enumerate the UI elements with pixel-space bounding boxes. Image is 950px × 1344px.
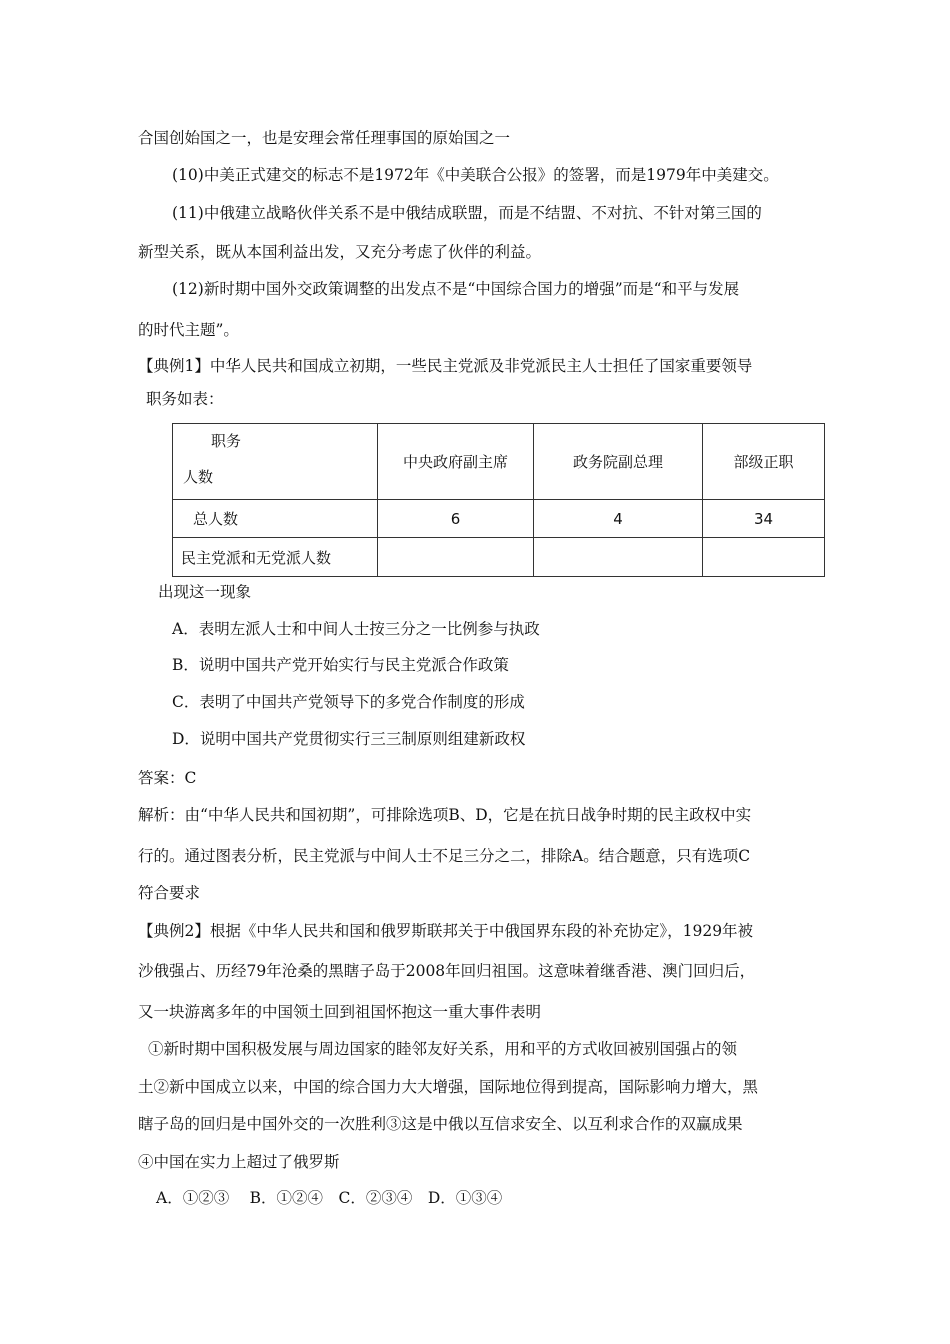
paragraph-line: (11)中俄建立战略伙伴关系不是中俄结成联盟，而是不结盟、不对抗、不针对第三国的	[172, 204, 762, 222]
table-cell: 6	[378, 500, 534, 538]
paragraph-line: 的时代主题”。	[138, 321, 239, 339]
example1-analysis: 符合要求	[138, 884, 201, 902]
table-row-total	[173, 500, 825, 538]
table-corner-cell	[173, 424, 378, 500]
column-header: 部级正职	[703, 424, 825, 500]
example1-analysis: 解析：由“中华人民共和国初期”，可排除选项B、D，它是在抗日战争时期的民主政权中实	[138, 806, 752, 824]
example2-options: A．①②③ B．①②④ C．②③④ D．①③④	[156, 1189, 503, 1207]
option-c: C．表明了中国共产党领导下的多党合作制度的形成	[172, 693, 525, 711]
example1-stem: 【典例1】中华人民共和国成立初期，一些民主党派及非党派民主人士担任了国家重要领导	[138, 357, 753, 375]
duty-table	[172, 423, 825, 577]
table-cell	[703, 538, 825, 577]
option-a: A．表明左派人士和中间人士按三分之一比例参与执政	[172, 620, 540, 638]
paragraph-line: 合国创始国之一，也是安理会常任理事国的原始国之一	[138, 129, 511, 147]
paragraph-line: (10)中美正式建交的标志不是1972年《中美联合公报》的签署，而是1979年中美建交。	[172, 166, 779, 184]
table-cell	[534, 538, 703, 577]
row-label: 民主党派和无党派人数	[173, 538, 378, 577]
paragraph-line: (12)新时期中国外交政策调整的出发点不是“中国综合国力的增强”而是“和平与发展	[172, 280, 740, 298]
example2-stem: 又一块游离多年的中国领土回到祖国怀抱这一重大事件表明	[138, 1003, 542, 1021]
example1-stem: 职务如表：	[146, 390, 224, 408]
column-header: 政务院副总理	[534, 424, 703, 500]
table-cell: 4	[534, 500, 703, 538]
header-duty-label: 职务	[211, 432, 242, 450]
statement-line: 土②新中国成立以来，中国的综合国力大大增强，国际地位得到提高，国际影响力增大，黑	[138, 1078, 759, 1096]
example1-analysis: 行的。通过图表分析，民主党派与中间人士不足三分之二，排除A。结合题意，只有选项C	[138, 847, 751, 865]
column-header: 中央政府副主席	[378, 424, 534, 500]
example1-answer: 答案：C	[138, 769, 197, 787]
option-d: D．说明中国共产党贯彻实行三三制原则组建新政权	[172, 730, 526, 748]
row-label: 总人数	[173, 500, 378, 538]
statement-line: ①新时期中国积极发展与周边国家的睦邻友好关系，用和平的方式收回被别国强占的领	[148, 1040, 738, 1058]
statement-line: 瞎子岛的回归是中国外交的一次胜利③这是中俄以互信求安全、以互利求合作的双赢成果	[138, 1115, 743, 1133]
example2-stem: 沙俄强占、历经79年沧桑的黑瞎子岛于2008年回归祖国。这意味着继香港、澳门回归后，	[138, 962, 756, 980]
paragraph-line: 新型关系，既从本国利益出发，又充分考虑了伙伴的利益。	[138, 243, 542, 261]
table-header-row	[173, 424, 825, 500]
table-cell	[378, 538, 534, 577]
table-row-democratic	[173, 538, 825, 577]
example1-question: 出现这一现象	[158, 583, 252, 601]
example2-stem: 【典例2】根据《中华人民共和国和俄罗斯联邦关于中俄国界东段的补充协定》，1929年被	[138, 922, 754, 940]
table-cell: 34	[703, 500, 825, 538]
header-count-label: 人数	[183, 468, 214, 486]
statement-line: ④中国在实力上超过了俄罗斯	[138, 1153, 340, 1171]
option-b: B．说明中国共产党开始实行与民主党派合作政策	[172, 656, 509, 674]
